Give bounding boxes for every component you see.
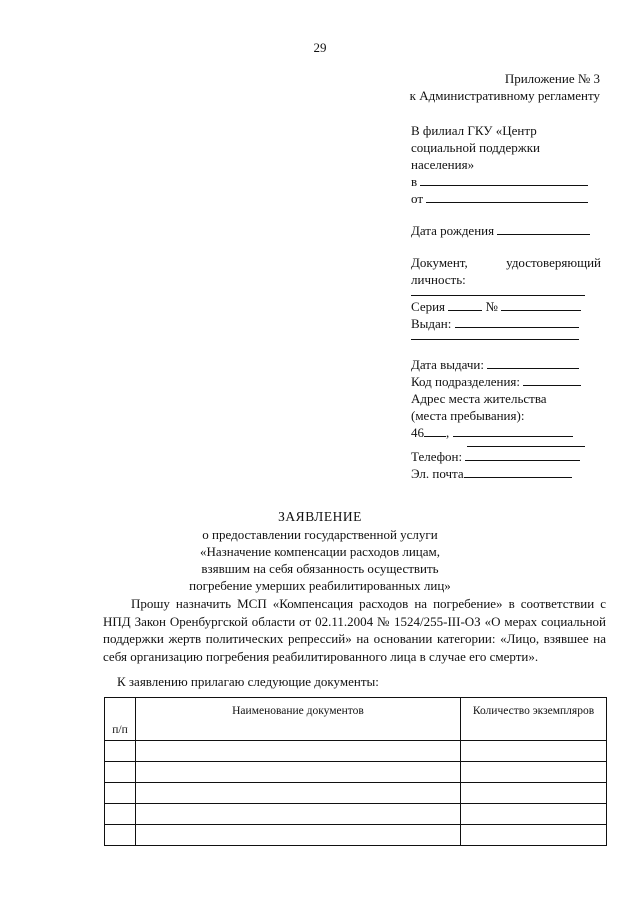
- phone-label: Телефон:: [411, 449, 463, 464]
- table-row: [105, 762, 607, 783]
- postal-prefix: 46: [411, 425, 424, 440]
- header-quantity: Количество экземпляров: [461, 698, 607, 741]
- unit-code-label: Код подразделения:: [411, 374, 521, 389]
- appendix-header: [400, 70, 600, 104]
- email-label: Эл. почта: [411, 466, 464, 481]
- address-field[interactable]: [453, 424, 573, 437]
- issue-date-field[interactable]: [487, 356, 579, 369]
- identity-label: удостоверяющий: [506, 255, 601, 270]
- row-number-cell[interactable]: [105, 783, 136, 804]
- row-number-cell[interactable]: [105, 762, 136, 783]
- series-label: Серия: [411, 299, 446, 314]
- unit-code-row: [411, 373, 601, 390]
- row-document-cell[interactable]: [136, 825, 461, 846]
- issued-label: Выдан:: [411, 316, 452, 331]
- id-document-field[interactable]: [411, 294, 585, 296]
- table-header-row: [105, 698, 607, 741]
- attachments-intro: К заявлению прилагаю следующие документы:: [117, 674, 379, 689]
- page-number: 29: [313, 40, 327, 55]
- statement-subtitle-3: взявшим на себя обязанность осуществить: [201, 561, 439, 576]
- birth-label: Дата рождения: [411, 223, 495, 238]
- in-label: в: [411, 174, 418, 189]
- table-row: [105, 825, 607, 846]
- in-row: [411, 173, 601, 190]
- postal-separator: ,: [446, 425, 450, 440]
- identity-suffix-label: личность:: [411, 272, 466, 287]
- postal-field[interactable]: [424, 424, 446, 437]
- from-row: [411, 190, 601, 207]
- documents-table: [104, 697, 607, 846]
- table-row: [105, 804, 607, 825]
- stay-label: (места пребывания):: [411, 408, 525, 423]
- address-field-cont[interactable]: [467, 445, 585, 447]
- birth-row: [411, 222, 601, 239]
- row-quantity-cell[interactable]: [461, 762, 607, 783]
- postal-row: [411, 424, 601, 441]
- statement-subtitle-1: о предоставлении государственной услуги: [202, 527, 438, 542]
- issued-row: [411, 315, 601, 332]
- row-number-cell[interactable]: [105, 825, 136, 846]
- row-quantity-cell[interactable]: [461, 825, 607, 846]
- table-row: [105, 783, 607, 804]
- request-paragraph: Прошу назначить МСП «Компенсация расходов на погребение» в соответствии с НПД Закон Оренбургской области от 02.11.2004 № 1524/255-III-ОЗ «О мерах социальной поддержки жертв политических репрессий» на основании категории: «Лицо, взявшее на себя организацию погребения реабилитированного лица в случае его смерти».: [103, 596, 606, 664]
- row-number-cell[interactable]: [105, 804, 136, 825]
- email-row: [411, 465, 601, 482]
- row-document-cell[interactable]: [136, 762, 461, 783]
- statement-title-block: [0, 508, 640, 594]
- id-document-row: [411, 254, 601, 271]
- document-label: Документ,: [411, 255, 468, 270]
- row-quantity-cell[interactable]: [461, 804, 607, 825]
- issue-date-row: [411, 356, 601, 373]
- row-quantity-cell[interactable]: [461, 783, 607, 804]
- appendix-regulation-line: к Административному регламенту: [409, 88, 600, 103]
- statement-subtitle-4: погребение умерших реабилитированных лиц»: [189, 578, 451, 593]
- header-number: п/п: [105, 698, 136, 741]
- addressee-line-1: В филиал ГКУ «Центр: [411, 123, 537, 138]
- series-field[interactable]: [448, 298, 482, 311]
- request-body: [103, 595, 606, 665]
- birth-date-field[interactable]: [497, 222, 590, 235]
- row-number-cell[interactable]: [105, 741, 136, 762]
- table-row: [105, 741, 607, 762]
- number-label: №: [485, 299, 498, 314]
- statement-subtitle-2: «Назначение компенсации расходов лицам,: [199, 544, 441, 559]
- phone-row: [411, 448, 601, 465]
- row-quantity-cell[interactable]: [461, 741, 607, 762]
- from-field[interactable]: [426, 190, 588, 203]
- addressee-line-2: социальной поддержки: [411, 140, 540, 155]
- issued-field[interactable]: [455, 315, 579, 328]
- addressee-line-3: населения»: [411, 157, 475, 172]
- header-document-name: Наименование документов: [136, 698, 461, 741]
- phone-field[interactable]: [465, 448, 580, 461]
- from-label: от: [411, 191, 424, 206]
- unit-code-field[interactable]: [523, 373, 581, 386]
- issue-date-label: Дата выдачи:: [411, 357, 485, 372]
- series-row: [411, 298, 601, 315]
- address-label: Адрес места жительства: [411, 391, 547, 406]
- row-document-cell[interactable]: [136, 783, 461, 804]
- statement-title: ЗАЯВЛЕНИЕ: [278, 509, 362, 524]
- addressee-block: [411, 122, 601, 482]
- appendix-line: Приложение № 3: [504, 71, 600, 86]
- in-field[interactable]: [420, 173, 588, 186]
- row-document-cell[interactable]: [136, 804, 461, 825]
- number-field[interactable]: [501, 298, 581, 311]
- email-field[interactable]: [464, 465, 572, 478]
- row-document-cell[interactable]: [136, 741, 461, 762]
